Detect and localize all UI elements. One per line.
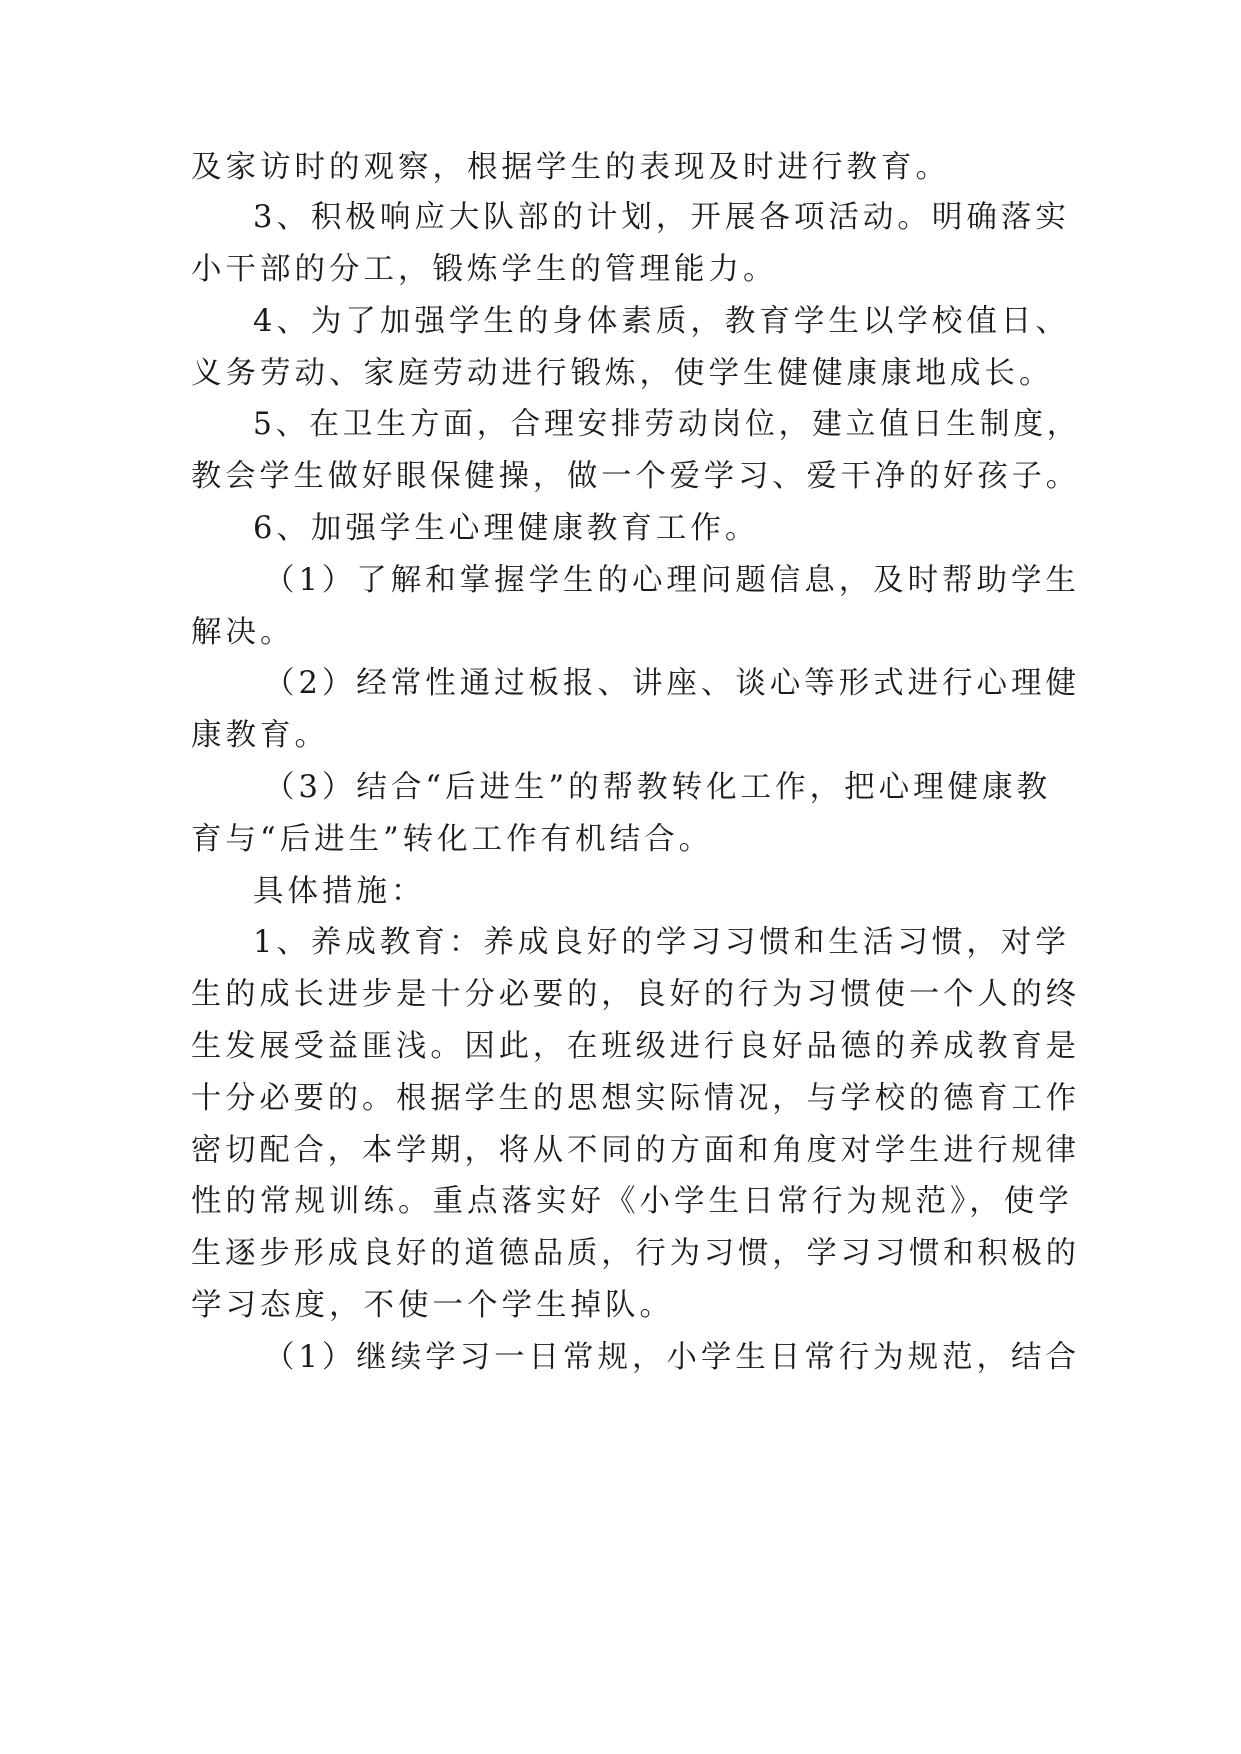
- text-line: （3）结合“后进生”的帮教转化工作，把心理健康教: [264, 770, 1052, 805]
- text-line: 康教育。: [191, 718, 329, 753]
- text-line: 小干部的分工，锻炼学生的管理能力。: [191, 252, 778, 287]
- text-line: 学习态度，不使一个学生掉队。: [191, 1288, 674, 1323]
- text-line: （2）经常性通过板报、讲座、谈心等形式进行心理健: [264, 666, 1080, 701]
- text-line: 义务劳动、家庭劳动进行锻炼，使学生健健康康地成长。: [191, 356, 1054, 391]
- text-line: 十分必要的。根据学生的思想实际情况，与学校的德育工作: [191, 1081, 1080, 1116]
- text-line: 教会学生做好眼保健操，做一个爱学习、爱干净的好孩子。: [191, 459, 1080, 494]
- text-line: 具体措施：: [253, 874, 426, 909]
- text-line: 性的常规训练。重点落实好《小学生日常行为规范》，使学: [191, 1184, 1073, 1219]
- text-line: 5、在卫生方面，合理安排劳动岗位，建立值日生制度，: [253, 407, 1081, 442]
- text-line: 6、加强学生心理健康教育工作。: [253, 511, 760, 546]
- text-line: （1）继续学习一日常规，小学生日常行为规范，结合: [264, 1340, 1080, 1375]
- text-line: 密切配合，本学期，将从不同的方面和角度对学生进行规律: [191, 1133, 1080, 1168]
- text-line: 育与“后进生”转化工作有机结合。: [191, 822, 714, 857]
- text-line: 1、养成教育：养成良好的学习习惯和生活习惯，对学: [253, 925, 1070, 960]
- text-line: 3、积极响应大队部的计划，开展各项活动。明确落实: [253, 200, 1070, 235]
- text-line: 生逐步形成良好的道德品质，行为习惯，学习习惯和积极的: [191, 1236, 1080, 1271]
- text-line: 4、为了加强学生的身体素质，教育学生以学校值日、: [253, 304, 1070, 339]
- text-line: 生发展受益匪浅。因此，在班级进行良好品德的养成教育是: [191, 1029, 1080, 1064]
- text-line: 生的成长进步是十分必要的，良好的行为习惯使一个人的终: [191, 977, 1080, 1012]
- text-line: （1）了解和掌握学生的心理问题信息，及时帮助学生: [264, 563, 1080, 598]
- text-line: 及家访时的观察，根据学生的表现及时进行教育。: [191, 150, 950, 185]
- text-line: 解决。: [191, 615, 295, 650]
